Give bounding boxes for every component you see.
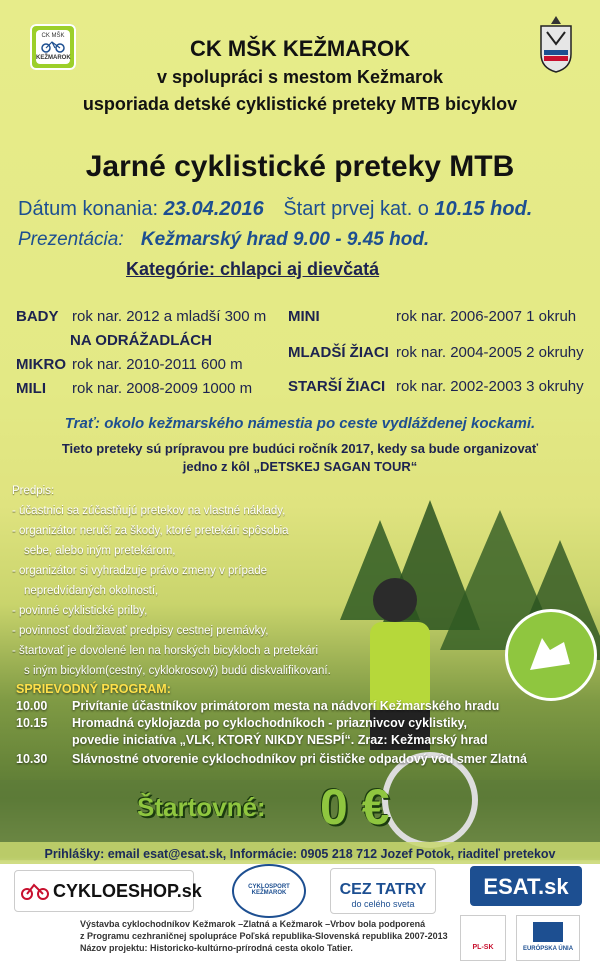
rule-5: - povinnosť dodržiavať predpisy cestnej premávky, <box>12 625 269 637</box>
cat-bady-note: NA ODRÁŽADLÁCH <box>70 332 212 349</box>
cykloeshop-text: CYKLOESHOP.sk <box>53 881 202 901</box>
price-value: 0 € <box>320 779 390 835</box>
program-desc-2b: povedie iniciatíva „VLK, KTORÝ NIKDY NESPÍ“. Zraz: Kežmarský hrad <box>72 733 488 747</box>
cat-starsi-name: STARŠÍ ŽIACI <box>288 378 386 395</box>
eu-flag-icon <box>533 922 563 942</box>
plsk-logo <box>460 915 506 961</box>
footer-line1: Výstavba cyklochodníkov Kežmarok –Zlatná a Kežmarok –Vrbov bola podporená <box>80 919 426 929</box>
note-line1: Tieto preteky sú prípravou pre budúci ročník 2017, kedy sa bude organizovať <box>61 441 539 456</box>
program-desc-1: Privítanie účastníkov primátorom mesta na nádvorí Kežmarského hradu <box>72 699 500 713</box>
header-line3: usporiada detské cyklistické preteky MTB bicyklov <box>82 94 518 114</box>
price-label: Štartovné: <box>137 792 266 822</box>
rule-3b: nepredvídaných okolností, <box>24 585 159 597</box>
cat-mikro-name: MIKRO <box>16 356 66 373</box>
rule-1: - účastnici sa zúčastňujú pretekov na vlastné náklady, <box>12 505 286 517</box>
program-time-2: 10.15 <box>16 716 48 730</box>
cat-mikro-info: rok nar. 2010-2011 600 m <box>72 356 243 373</box>
start-label: Štart prvej kat. o <box>283 198 429 220</box>
start-value: 10.15 hod. <box>434 198 533 220</box>
eu-text: EURÓPSKA ÚNIA <box>522 946 574 952</box>
registration-text: Prihlášky: email esat@esat.sk, Informácie: 0905 218 712 Jozef Potok, riaditeľ pretekov <box>44 847 556 861</box>
date-value: 23.04.2016 <box>163 198 264 220</box>
event-title: Jarné cyklistické preteky MTB <box>85 150 515 183</box>
bicycle-icon <box>21 881 49 901</box>
cyclosport-logo[interactable] <box>232 864 306 918</box>
header-line2: v spolupráci s mestom Kežmarok <box>156 67 444 87</box>
cyclosport-text: CYKLOSPORT KEŽMAROK <box>248 884 290 896</box>
rule-3: - organizátor si vyhradzuje právo zmeny v prípade <box>12 565 268 577</box>
plsk-text: PL-SK <box>472 944 494 951</box>
program-time-3: 10.30 <box>16 752 48 766</box>
rule-2b: sebe, alebo iným pretekárom, <box>24 545 176 557</box>
cat-mladsi-info: rok nar. 2004-2005 2 okruhy <box>396 344 584 361</box>
cat-mini-name: MINI <box>288 308 320 325</box>
prez-row <box>18 229 429 251</box>
program-heading: SPRIEVODNÝ PROGRAM: <box>16 682 171 696</box>
rules-heading: Predpis: <box>12 485 55 497</box>
cat-bady-name: BADY <box>16 308 59 325</box>
cat-mini-info: rok nar. 2006-2007 1 okruh <box>396 308 577 325</box>
wolf-logo-icon <box>505 609 597 701</box>
track-text: Trať: okolo kežmarského námestia po ceste vydláždenej kockami. <box>64 415 536 432</box>
cat-mladsi-name: MLADŠÍ ŽIACI <box>288 344 389 361</box>
cat-bady-info: rok nar. 2012 a mladší 300 m <box>72 308 267 325</box>
cez-tatry-sub: do celého sveta <box>351 899 415 909</box>
esat-text: ESAT.sk <box>483 874 569 899</box>
note-line2: jedno z kôl „DETSKEJ SAGAN TOUR“ <box>182 459 418 474</box>
rule-6: - štartovať je dovolené len na horských bicykloch a pretekári <box>12 645 319 657</box>
footer-text <box>80 918 450 954</box>
cykloeshop-logo[interactable] <box>14 870 202 912</box>
rule-4: - povinné cyklistické prilby, <box>12 605 148 617</box>
club-title: CK MŠK KEŽMAROK <box>190 36 410 61</box>
esat-logo[interactable] <box>470 866 582 906</box>
program-desc-2: Hromadná cyklojazda po cyklochodníkoch - priaznivcov cyklistiky, <box>72 716 468 730</box>
logo-text-line1: CK MŠK <box>41 33 65 39</box>
rule-2: - organizátor neručí za škody, ktoré pretekári spôsobia <box>12 525 289 537</box>
categories-heading: Kategórie: chlapci aj dievčatá <box>126 259 380 279</box>
logo-text-line2: KEŽMAROK <box>36 55 71 61</box>
program-desc-3: Slávnostné otvorenie cyklochodníkov pri čističke odpadový vôd smer Zlatná <box>72 752 527 766</box>
footer-line3: Názov projektu: Historicko-kultúrno-prírodná cesta okolo Tatier. <box>80 943 353 953</box>
prez-value: Kežmarský hrad 9.00 - 9.45 hod. <box>140 229 430 250</box>
date-row <box>18 198 532 221</box>
eu-logo <box>516 915 580 961</box>
footer-line2: z Programu cezhraničnej spolupráce Poľská republika-Slovenská republika 2007-2013 <box>80 931 448 941</box>
date-label: Dátum konania: <box>18 198 159 220</box>
cat-mili-name: MILI <box>16 380 46 397</box>
prez-label: Prezentácia: <box>18 229 124 250</box>
cez-tatry-text: CEZ TATRY <box>339 881 427 898</box>
cat-mili-info: rok nar. 2008-2009 1000 m <box>72 380 253 397</box>
rule-6b: s iným bicyklom(cestný, cyklokrosový) budú diskvalifikovaní. <box>24 665 331 677</box>
program-time-1: 10.00 <box>16 699 48 713</box>
rules-block <box>12 481 372 681</box>
cat-starsi-info: rok nar. 2002-2003 3 okruhy <box>396 378 584 395</box>
cez-tatry-logo[interactable] <box>330 868 436 914</box>
